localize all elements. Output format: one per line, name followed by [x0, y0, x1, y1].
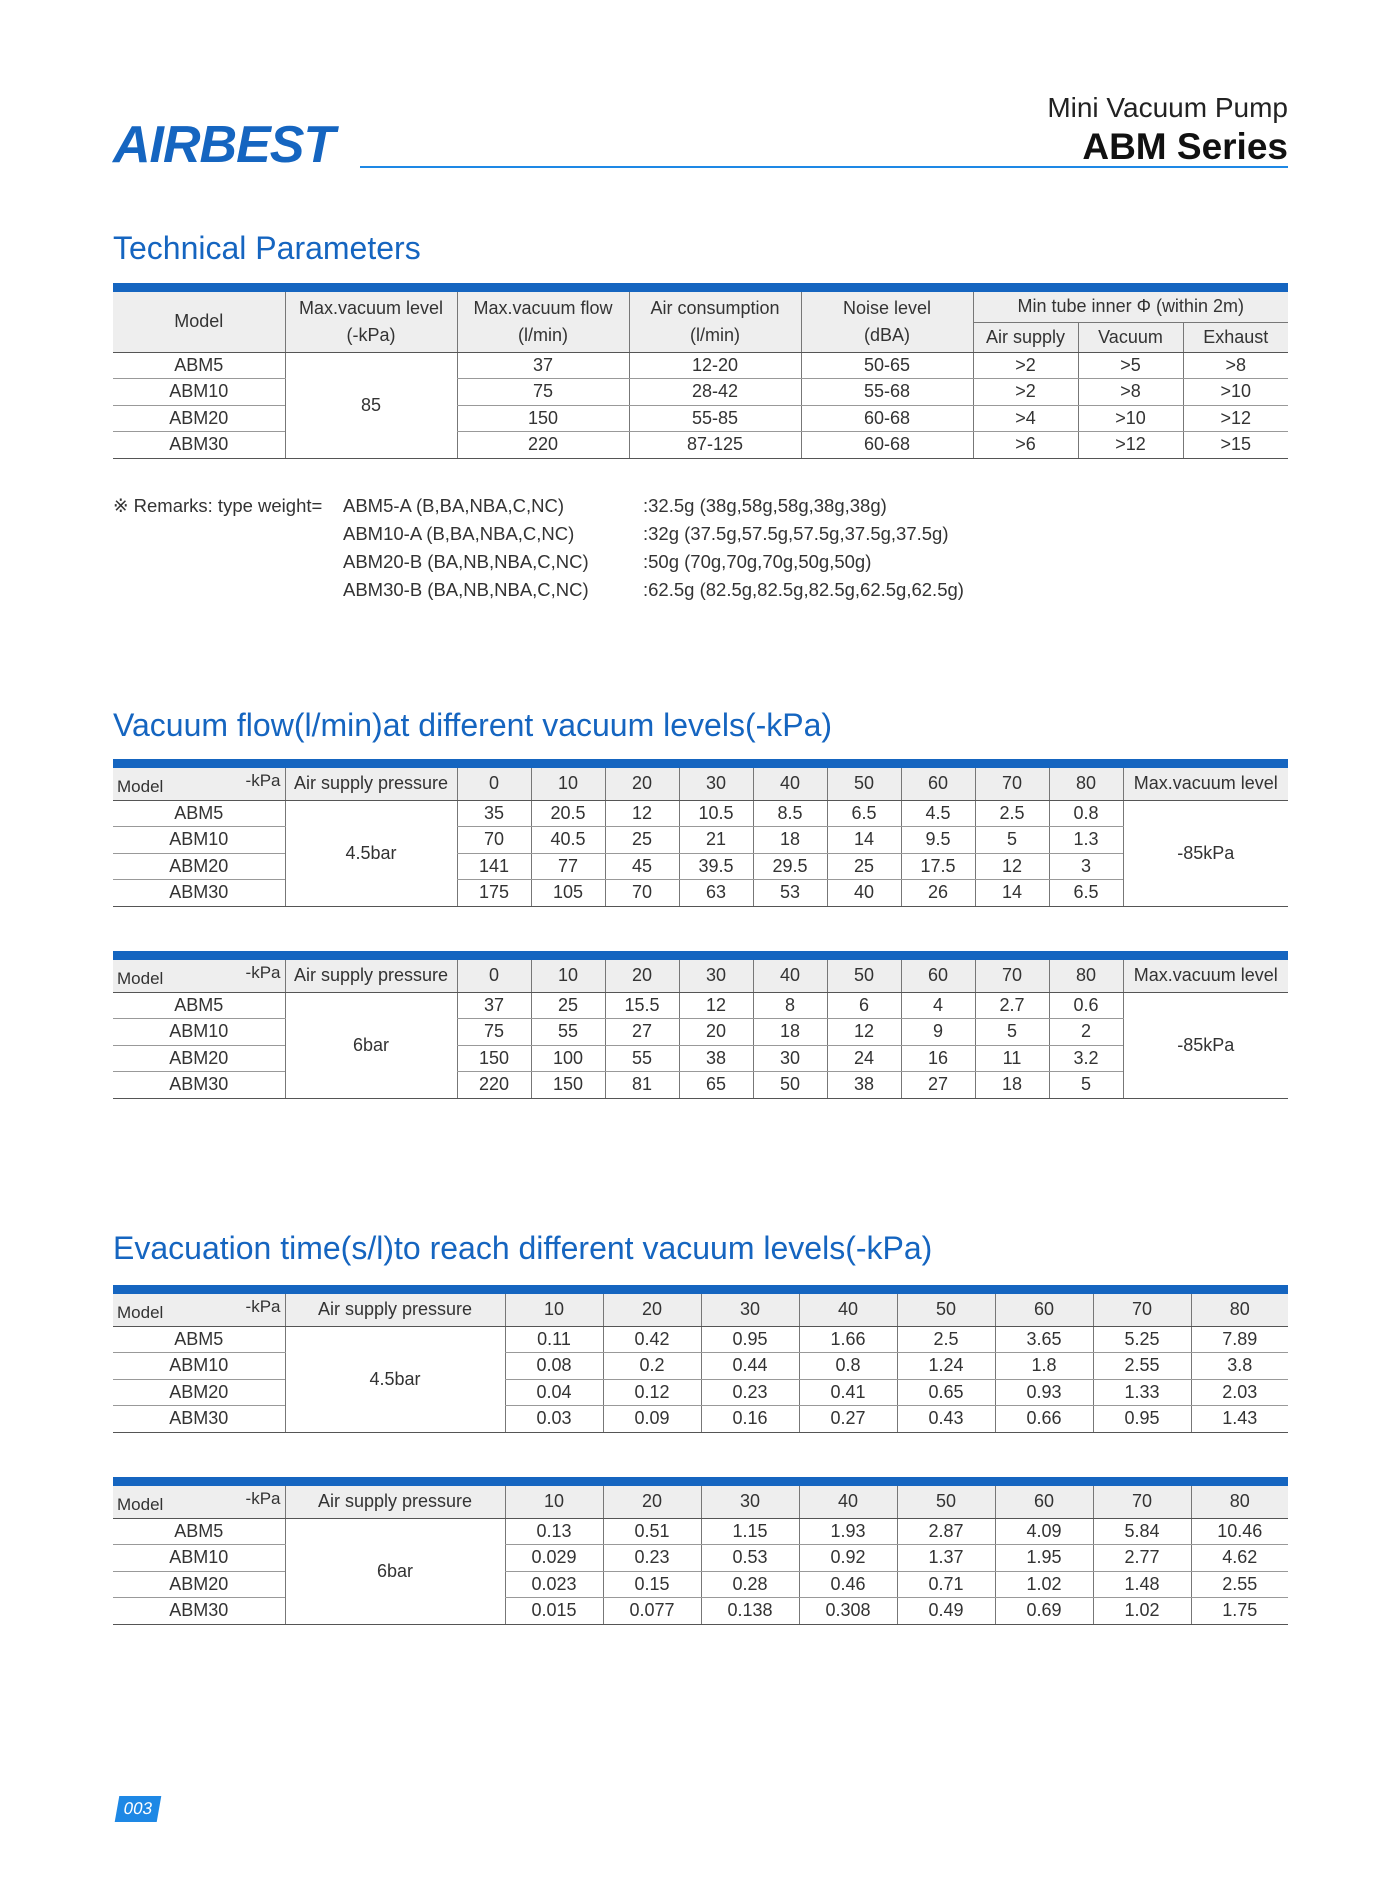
value-cell: 2.5: [975, 800, 1049, 827]
level-header: 50: [827, 960, 901, 992]
level-header: 10: [531, 960, 605, 992]
value-cell: 220: [457, 1072, 531, 1099]
value-cell: 0.92: [799, 1545, 897, 1572]
vacuum-cell: >10: [1078, 405, 1183, 432]
evac-table-4-5bar: [113, 1285, 1288, 1433]
value-cell: 70: [457, 827, 531, 854]
max-vacuum-level-cell: 85: [285, 352, 457, 458]
air-cell: 12-20: [629, 352, 801, 379]
value-cell: 0.8: [799, 1353, 897, 1380]
value-cell: 50: [753, 1072, 827, 1099]
level-header: 30: [701, 1294, 799, 1326]
value-cell: 0.23: [701, 1379, 799, 1406]
level-header: 80: [1049, 960, 1123, 992]
model-cell: ABM10: [113, 379, 285, 406]
value-cell: 4: [901, 992, 975, 1019]
remark-weight: :62.5g (82.5g,82.5g,82.5g,62.5g,62.5g): [643, 579, 964, 600]
model-cell: ABM5: [113, 1326, 285, 1353]
value-cell: 20: [679, 1019, 753, 1046]
level-header: 60: [995, 1486, 1093, 1518]
value-cell: 8.5: [753, 800, 827, 827]
model-cell: ABM20: [113, 1045, 285, 1072]
model-cell: ABM20: [113, 1379, 285, 1406]
value-cell: 0.2: [603, 1353, 701, 1380]
value-cell: 1.24: [897, 1353, 995, 1380]
level-header: 80: [1049, 768, 1123, 800]
value-cell: 2.03: [1191, 1379, 1288, 1406]
value-cell: 40.5: [531, 827, 605, 854]
value-cell: 150: [531, 1072, 605, 1099]
flow-cell: 220: [457, 432, 629, 459]
supply-cell: >6: [973, 432, 1078, 459]
level-header: 10: [505, 1486, 603, 1518]
noise-cell: 50-65: [801, 352, 973, 379]
flow-cell: 150: [457, 405, 629, 432]
value-cell: 1.75: [1191, 1598, 1288, 1625]
value-cell: 0.15: [603, 1571, 701, 1598]
value-cell: 105: [531, 880, 605, 907]
level-header: 40: [753, 960, 827, 992]
value-cell: 5.25: [1093, 1326, 1191, 1353]
kpa-model-header: [113, 1294, 285, 1326]
value-cell: 0.03: [505, 1406, 603, 1433]
value-cell: 24: [827, 1045, 901, 1072]
value-cell: 0.95: [1093, 1406, 1191, 1433]
value-cell: 1.93: [799, 1518, 897, 1545]
max-vacuum-level-header: Max.vacuum level: [1123, 768, 1288, 800]
value-cell: 25: [827, 853, 901, 880]
value-cell: 0.029: [505, 1545, 603, 1572]
model-label: Model: [117, 776, 164, 796]
value-cell: 0.023: [505, 1571, 603, 1598]
value-cell: 63: [679, 880, 753, 907]
value-cell: 0.8: [1049, 800, 1123, 827]
value-cell: 38: [679, 1045, 753, 1072]
table-row: [113, 1518, 1288, 1545]
air-supply-pressure-header: Air supply pressure: [285, 960, 457, 992]
air-supply-pressure-header: Air supply pressure: [285, 1486, 505, 1518]
value-cell: 16: [901, 1045, 975, 1072]
value-cell: 0.04: [505, 1379, 603, 1406]
value-cell: 1.66: [799, 1326, 897, 1353]
value-cell: 0.95: [701, 1326, 799, 1353]
value-cell: 81: [605, 1072, 679, 1099]
tech-header-vacuum: Vacuum: [1078, 322, 1183, 352]
supply-cell: >4: [973, 405, 1078, 432]
noise-cell: 60-68: [801, 432, 973, 459]
model-cell: ABM20: [113, 405, 285, 432]
model-cell: ABM5: [113, 800, 285, 827]
value-cell: 0.6: [1049, 992, 1123, 1019]
value-cell: 10.5: [679, 800, 753, 827]
value-cell: 0.69: [995, 1598, 1093, 1625]
vacuum-cell: >5: [1078, 352, 1183, 379]
tech-section-title: Technical Parameters: [113, 230, 421, 266]
header-subtitle: Mini Vacuum Pump: [1047, 92, 1288, 123]
value-cell: 0.27: [799, 1406, 897, 1433]
level-header: 40: [799, 1294, 897, 1326]
value-cell: 0.28: [701, 1571, 799, 1598]
tech-header-max-flow: Max.vacuum flow (l/min): [457, 292, 629, 352]
model-cell: ABM30: [113, 1406, 285, 1433]
remark-model: ABM10-A (B,BA,NBA,C,NC): [343, 523, 575, 544]
exhaust-cell: >10: [1183, 379, 1288, 406]
value-cell: 38: [827, 1072, 901, 1099]
max-vacuum-level-cell: -85kPa: [1123, 800, 1288, 906]
value-cell: 1.15: [701, 1518, 799, 1545]
pressure-cell: 4.5bar: [285, 1326, 505, 1432]
value-cell: 53: [753, 880, 827, 907]
remarks-models: [343, 492, 589, 604]
value-cell: 18: [975, 1072, 1049, 1099]
value-cell: 10.46: [1191, 1518, 1288, 1545]
value-cell: 6.5: [827, 800, 901, 827]
value-cell: 0.077: [603, 1598, 701, 1625]
value-cell: 2.7: [975, 992, 1049, 1019]
value-cell: 3.8: [1191, 1353, 1288, 1380]
value-cell: 100: [531, 1045, 605, 1072]
flow-cell: 37: [457, 352, 629, 379]
remark-model: ABM5-A (B,BA,NBA,C,NC): [343, 495, 565, 516]
supply-cell: >2: [973, 379, 1078, 406]
value-cell: 2.87: [897, 1518, 995, 1545]
value-cell: 5: [975, 827, 1049, 854]
vacuum-cell: >8: [1078, 379, 1183, 406]
value-cell: 39.5: [679, 853, 753, 880]
flow-table-4-5bar: [113, 759, 1288, 907]
value-cell: 70: [605, 880, 679, 907]
table-row: [113, 992, 1288, 1019]
value-cell: 12: [605, 800, 679, 827]
pressure-cell: 4.5bar: [285, 800, 457, 906]
kpa-model-header: [113, 960, 285, 992]
value-cell: 1.02: [1093, 1598, 1191, 1625]
kpa-label: -kPa: [245, 1297, 281, 1316]
supply-cell: >2: [973, 352, 1078, 379]
level-header: 20: [605, 768, 679, 800]
value-cell: 3: [1049, 853, 1123, 880]
level-header: 10: [505, 1294, 603, 1326]
value-cell: 0.13: [505, 1518, 603, 1545]
kpa-model-header: [113, 768, 285, 800]
air-cell: 28-42: [629, 379, 801, 406]
value-cell: 6.5: [1049, 880, 1123, 907]
model-cell: ABM10: [113, 1353, 285, 1380]
level-header: 30: [679, 960, 753, 992]
model-cell: ABM10: [113, 1019, 285, 1046]
value-cell: 25: [531, 992, 605, 1019]
value-cell: 2.55: [1093, 1353, 1191, 1380]
exhaust-cell: >8: [1183, 352, 1288, 379]
flow-section-title: Vacuum flow(l/min)at different vacuum levels(-kPa): [113, 707, 833, 743]
kpa-label: -kPa: [245, 963, 281, 982]
noise-cell: 55-68: [801, 379, 973, 406]
value-cell: 21: [679, 827, 753, 854]
model-cell: ABM10: [113, 1545, 285, 1572]
value-cell: 0.43: [897, 1406, 995, 1433]
level-header: 70: [975, 960, 1049, 992]
value-cell: 65: [679, 1072, 753, 1099]
value-cell: 0.51: [603, 1518, 701, 1545]
level-header: 20: [605, 960, 679, 992]
value-cell: 27: [605, 1019, 679, 1046]
value-cell: 17.5: [901, 853, 975, 880]
value-cell: 0.015: [505, 1598, 603, 1625]
max-vacuum-level-header: Max.vacuum level: [1123, 960, 1288, 992]
value-cell: 175: [457, 880, 531, 907]
value-cell: 29.5: [753, 853, 827, 880]
level-header: 70: [1093, 1486, 1191, 1518]
level-header: 50: [897, 1294, 995, 1326]
kpa-label: -kPa: [245, 1489, 281, 1508]
level-header: 70: [1093, 1294, 1191, 1326]
value-cell: 0.93: [995, 1379, 1093, 1406]
value-cell: 14: [827, 827, 901, 854]
level-header: 50: [827, 768, 901, 800]
level-header: 80: [1191, 1294, 1288, 1326]
value-cell: 1.3: [1049, 827, 1123, 854]
model-label: Model: [117, 968, 164, 988]
remark-weight: :50g (70g,70g,70g,50g,50g): [643, 551, 872, 572]
air-cell: 87-125: [629, 432, 801, 459]
kpa-model-header: [113, 1486, 285, 1518]
level-header: 60: [901, 768, 975, 800]
value-cell: 3.65: [995, 1326, 1093, 1353]
max-vacuum-level-cell: -85kPa: [1123, 992, 1288, 1098]
value-cell: 12: [975, 853, 1049, 880]
value-cell: 0.41: [799, 1379, 897, 1406]
value-cell: 12: [827, 1019, 901, 1046]
value-cell: 55: [605, 1045, 679, 1072]
pressure-cell: 6bar: [285, 1518, 505, 1624]
value-cell: 0.53: [701, 1545, 799, 1572]
flow-cell: 75: [457, 379, 629, 406]
model-cell: ABM30: [113, 1072, 285, 1099]
value-cell: 40: [827, 880, 901, 907]
value-cell: 12: [679, 992, 753, 1019]
table-row: [113, 1326, 1288, 1353]
vacuum-cell: >12: [1078, 432, 1183, 459]
value-cell: 30: [753, 1045, 827, 1072]
remarks-weights: [643, 492, 964, 604]
evac-section-title: Evacuation time(s/l)to reach different vacuum levels(-kPa): [113, 1230, 933, 1266]
value-cell: 0.65: [897, 1379, 995, 1406]
header-title: ABM Series: [1082, 126, 1288, 167]
brand-logo: AIRBEST: [113, 116, 335, 174]
value-cell: 8: [753, 992, 827, 1019]
value-cell: 15.5: [605, 992, 679, 1019]
value-cell: 150: [457, 1045, 531, 1072]
tech-header-noise: Noise level (dBA): [801, 292, 973, 352]
value-cell: 4.62: [1191, 1545, 1288, 1572]
air-supply-pressure-header: Air supply pressure: [285, 768, 457, 800]
value-cell: 3.2: [1049, 1045, 1123, 1072]
tech-header-min-tube: Min tube inner Φ (within 2m): [973, 292, 1288, 322]
value-cell: 14: [975, 880, 1049, 907]
value-cell: 0.49: [897, 1598, 995, 1625]
level-header: 20: [603, 1486, 701, 1518]
tech-header-air-consumption: Air consumption (l/min): [629, 292, 801, 352]
noise-cell: 60-68: [801, 405, 973, 432]
value-cell: 2.5: [897, 1326, 995, 1353]
exhaust-cell: >12: [1183, 405, 1288, 432]
value-cell: 0.42: [603, 1326, 701, 1353]
remark-weight: :32.5g (38g,58g,58g,38g,38g): [643, 495, 887, 516]
tech-header-exhaust: Exhaust: [1183, 322, 1288, 352]
value-cell: 25: [605, 827, 679, 854]
value-cell: 141: [457, 853, 531, 880]
evac-table-6bar: [113, 1477, 1288, 1625]
level-header: 10: [531, 768, 605, 800]
value-cell: 35: [457, 800, 531, 827]
value-cell: 2.77: [1093, 1545, 1191, 1572]
value-cell: 0.12: [603, 1379, 701, 1406]
level-header: 50: [897, 1486, 995, 1518]
remark-model: ABM20-B (BA,NB,NBA,C,NC): [343, 551, 589, 572]
page-number: 003: [115, 1796, 162, 1822]
tech-table: [113, 283, 1288, 459]
model-cell: ABM5: [113, 992, 285, 1019]
model-label: Model: [117, 1494, 164, 1514]
level-header: 30: [701, 1486, 799, 1518]
level-header: 40: [753, 768, 827, 800]
value-cell: 4.09: [995, 1518, 1093, 1545]
air-supply-pressure-header: Air supply pressure: [285, 1294, 505, 1326]
level-header: 40: [799, 1486, 897, 1518]
value-cell: 9.5: [901, 827, 975, 854]
value-cell: 0.16: [701, 1406, 799, 1433]
value-cell: 0.138: [701, 1598, 799, 1625]
model-cell: ABM20: [113, 853, 285, 880]
value-cell: 1.8: [995, 1353, 1093, 1380]
air-cell: 55-85: [629, 405, 801, 432]
value-cell: 0.11: [505, 1326, 603, 1353]
tech-header-model: Model: [113, 292, 285, 352]
value-cell: 0.66: [995, 1406, 1093, 1433]
model-cell: ABM20: [113, 1571, 285, 1598]
model-label: Model: [117, 1302, 164, 1322]
table-row: [113, 352, 1288, 379]
model-cell: ABM5: [113, 1518, 285, 1545]
level-header: 60: [995, 1294, 1093, 1326]
value-cell: 1.48: [1093, 1571, 1191, 1598]
value-cell: 0.71: [897, 1571, 995, 1598]
value-cell: 1.37: [897, 1545, 995, 1572]
value-cell: 1.95: [995, 1545, 1093, 1572]
level-header: 70: [975, 768, 1049, 800]
level-header: 20: [603, 1294, 701, 1326]
model-cell: ABM30: [113, 432, 285, 459]
table-row: [113, 800, 1288, 827]
model-cell: ABM5: [113, 352, 285, 379]
level-header: 60: [901, 960, 975, 992]
value-cell: 18: [753, 1019, 827, 1046]
model-cell: ABM30: [113, 880, 285, 907]
value-cell: 18: [753, 827, 827, 854]
value-cell: 5: [975, 1019, 1049, 1046]
model-cell: ABM10: [113, 827, 285, 854]
level-header: 0: [457, 768, 531, 800]
exhaust-cell: >15: [1183, 432, 1288, 459]
model-cell: ABM30: [113, 1598, 285, 1625]
value-cell: 0.44: [701, 1353, 799, 1380]
value-cell: 0.08: [505, 1353, 603, 1380]
value-cell: 4.5: [901, 800, 975, 827]
pressure-cell: 6bar: [285, 992, 457, 1098]
value-cell: 2: [1049, 1019, 1123, 1046]
value-cell: 1.33: [1093, 1379, 1191, 1406]
value-cell: 7.89: [1191, 1326, 1288, 1353]
value-cell: 37: [457, 992, 531, 1019]
value-cell: 20.5: [531, 800, 605, 827]
kpa-label: -kPa: [245, 771, 281, 790]
value-cell: 55: [531, 1019, 605, 1046]
value-cell: 0.308: [799, 1598, 897, 1625]
tech-header-max-level: Max.vacuum level (-kPa): [285, 292, 457, 352]
value-cell: 1.43: [1191, 1406, 1288, 1433]
value-cell: 5.84: [1093, 1518, 1191, 1545]
remark-weight: :32g (37.5g,57.5g,57.5g,37.5g,37.5g): [643, 523, 949, 544]
level-header: 30: [679, 768, 753, 800]
value-cell: 11: [975, 1045, 1049, 1072]
value-cell: 45: [605, 853, 679, 880]
value-cell: 2.55: [1191, 1571, 1288, 1598]
value-cell: 0.46: [799, 1571, 897, 1598]
tech-header-air-supply: Air supply: [973, 322, 1078, 352]
value-cell: 26: [901, 880, 975, 907]
value-cell: 9: [901, 1019, 975, 1046]
value-cell: 75: [457, 1019, 531, 1046]
level-header: 80: [1191, 1486, 1288, 1518]
value-cell: 0.09: [603, 1406, 701, 1433]
remark-model: ABM30-B (BA,NB,NBA,C,NC): [343, 579, 589, 600]
value-cell: 27: [901, 1072, 975, 1099]
remarks-label: ※ Remarks: type weight=: [113, 495, 323, 516]
value-cell: 0.23: [603, 1545, 701, 1572]
value-cell: 77: [531, 853, 605, 880]
value-cell: 1.02: [995, 1571, 1093, 1598]
level-header: 0: [457, 960, 531, 992]
value-cell: 6: [827, 992, 901, 1019]
flow-table-6bar: [113, 951, 1288, 1099]
value-cell: 5: [1049, 1072, 1123, 1099]
